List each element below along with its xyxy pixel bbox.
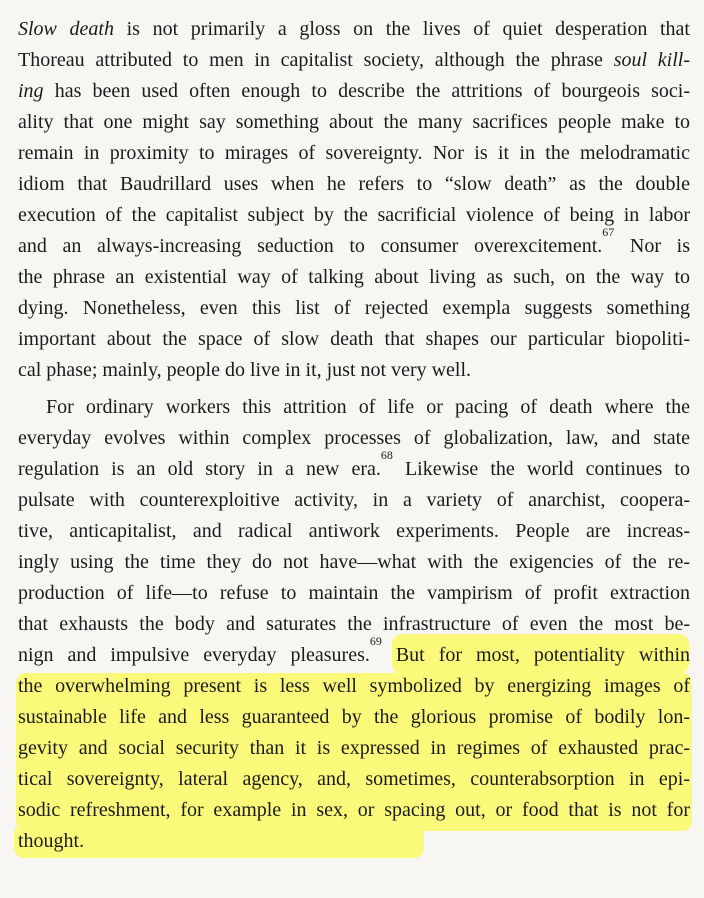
text-line: cal phase; mainly, people do live in it, just not very well. [18,359,472,381]
text-line: pulsate with counterexploitive activity, in a variety of anarchist, coopera- [18,489,690,511]
text-line: that exhausts the body and saturates the infrastructure of even the most be- [18,613,690,635]
text-line: ingly using the time they do not have—what with the exigencies of the re- [18,551,690,573]
text-line: everyday evolves within complex processes of globalization, law, and state [18,427,690,449]
text-line: thought. [18,830,85,852]
text-line: gevity and social security than it is expressed in regimes of exhausted prac- [18,737,690,759]
text-line: the phrase an existential way of talking about living as such, on the way to [18,266,690,288]
text-line: tive, anticapitalist, and radical antiwork experiments. People are increas- [18,520,690,542]
text-line: For ordinary workers this attrition of life or pacing of death where the [46,396,690,418]
footnote-ref: 68 [380,448,393,463]
footnote-ref: 67 [602,225,615,240]
text-line: sodic refreshment, for example in sex, or spacing out, or food that is not for [18,799,690,821]
footnote-ref: 69 [369,634,382,649]
text-line: regulation is an old story in a new era.$^{68}$ Likewise the world continues to [18,448,690,480]
text-line: production of life—to refuse to maintain the vampirism of profit extraction [18,582,690,604]
text-line: Thoreau attributed to men in capitalist society, although the phrase soul kill- [18,49,691,71]
text-line: and an always-increasing seduction to consumer overexcitement.$^{67}$ Nor is [18,225,690,257]
text-line: idiom that Baudrillard uses when he refers to “slow death” as the double [18,173,690,195]
text-line: execution of the capitalist subject by the sacrificial violence of being in labor [18,204,690,226]
text-line: nign and impulsive everyday pleasures.$^{69}$ But for most, potentiality within [18,634,690,666]
text-line: dying. Nonetheless, even this list of rejected exempla suggests something [18,297,690,319]
text-line: remain in proximity to mirages of sovereignty. Nor is it in the melodramatic [18,142,690,164]
text-line: sustainable life and less guaranteed by the glorious promise of bodily lon- [18,706,690,728]
text-line: tical sovereignty, lateral agency, and, sometimes, counterabsorption in epi- [18,768,690,790]
text-line: important about the space of slow death that shapes our particular biopoliti- [18,328,690,350]
text-line: Slow death is not primarily a gloss on the lives of quiet desperation that [18,18,690,40]
text-line: ality that one might say something about the many sacrifices people make to [18,111,690,133]
text-line: the overwhelming present is less well symbolized by energizing images of [18,675,690,697]
text-line: ing has been used often enough to describe the attritions of bourgeois soci- [18,80,690,102]
